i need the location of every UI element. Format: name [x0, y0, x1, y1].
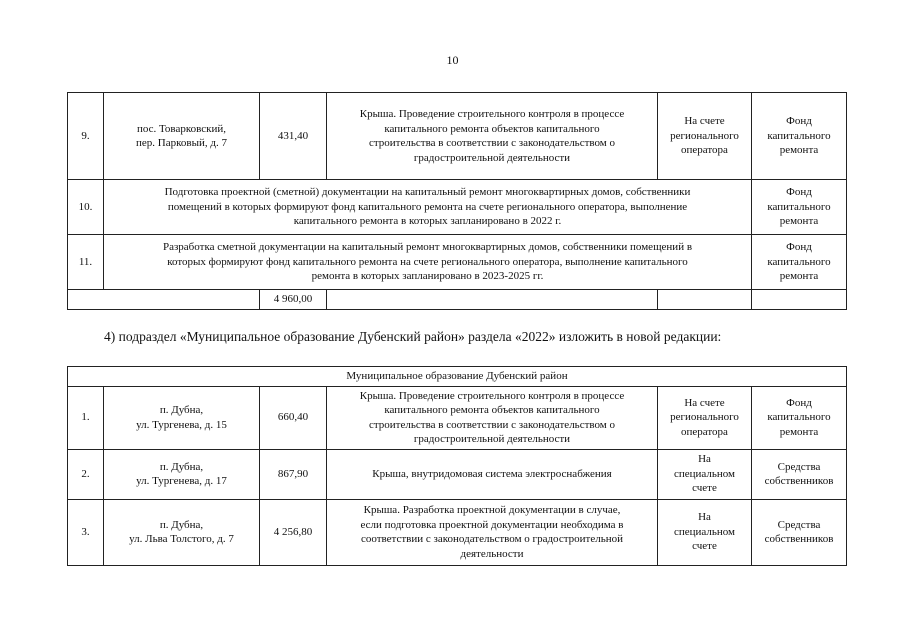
account-cell: На счете регионального оператора — [658, 93, 752, 180]
funding-source-cell: Средства собственников — [752, 499, 847, 565]
row-number: 3. — [68, 499, 104, 565]
empty-cell — [658, 290, 752, 310]
funding-source-cell: Фонд капитального ремонта — [752, 386, 847, 449]
row-number: 1. — [68, 386, 104, 449]
page-number: 10 — [446, 53, 459, 67]
address-cell: п. Дубна, ул. Тургенева, д. 17 — [104, 449, 260, 499]
funding-source-cell: Фонд капитального ремонта — [752, 93, 847, 180]
work-type-cell: Крыша. Разработка проектной документации в случае, если подготовка проектной документации необходима в соответствии с законодательством о градостроительной деятельности — [327, 499, 658, 565]
address-cell: п. Дубна, ул. Тургенева, д. 15 — [104, 386, 260, 449]
table-row — [68, 449, 847, 499]
table-row — [68, 93, 847, 180]
funding-source-cell: Фонд капитального ремонта — [752, 180, 847, 235]
cost-cell: 431,40 — [260, 93, 327, 180]
funding-source-cell: Средства собственников — [752, 449, 847, 499]
table-row — [68, 386, 847, 449]
row-number: 10. — [68, 180, 104, 235]
municipality-heading: Муниципальное образование Дубенский район — [68, 367, 847, 387]
cost-cell: 660,40 — [260, 386, 327, 449]
row-number: 2. — [68, 449, 104, 499]
account-cell: На счете регионального оператора — [658, 386, 752, 449]
table-row — [68, 499, 847, 565]
empty-cell — [327, 290, 658, 310]
account-cell: На специальном счете — [658, 449, 752, 499]
row-number: 11. — [68, 235, 104, 290]
municipality-heading-row — [68, 367, 847, 387]
empty-cell — [68, 290, 260, 310]
work-type-cell: Крыша. Проведение строительного контроля в процессе капитального ремонта объектов капитального строительства в соответствии с законодательством о градостроительной деятельности — [327, 93, 658, 180]
cost-cell: 867,90 — [260, 449, 327, 499]
dubensky-district-table — [67, 366, 847, 566]
account-cell: На специальном счете — [658, 499, 752, 565]
address-cell: п. Дубна, ул. Льва Толстого, д. 7 — [104, 499, 260, 565]
address-cell: пос. Товарковский, пер. Парковый, д. 7 — [104, 93, 260, 180]
total-cost-cell: 4 960,00 — [260, 290, 327, 310]
table-row — [68, 180, 847, 235]
work-type-cell: Крыша, внутридомовая система электроснабжения — [327, 449, 658, 499]
works-table-continuation — [67, 92, 847, 310]
merged-work-description: Подготовка проектной (сметной) документации на капитальный ремонт многоквартирных домов, собственники помещений в которых формируют фонд капитального ремонта на счете регионального оператора, выполнение капитального ремонта в которых запланировано в 2022 г. — [104, 180, 752, 235]
empty-cell — [752, 290, 847, 310]
amendment-instruction: 4) подраздел «Муниципальное образование Дубенский район» раздела «2022» изложить в новой редакции: — [104, 329, 722, 344]
row-number: 9. — [68, 93, 104, 180]
total-row — [68, 290, 847, 310]
cost-cell: 4 256,80 — [260, 499, 327, 565]
table-row — [68, 235, 847, 290]
work-type-cell: Крыша. Проведение строительного контроля в процессе капитального ремонта объектов капитального строительства в соответствии с законодательством о градостроительной деятельности — [327, 386, 658, 449]
merged-work-description: Разработка сметной документации на капитальный ремонт многоквартирных домов, собственники помещений в которых формируют фонд капитального ремонта на счете регионального оператора, выполнение капитального ремонта в которых запланировано в 2023-2025 гг. — [104, 235, 752, 290]
funding-source-cell: Фонд капитального ремонта — [752, 235, 847, 290]
